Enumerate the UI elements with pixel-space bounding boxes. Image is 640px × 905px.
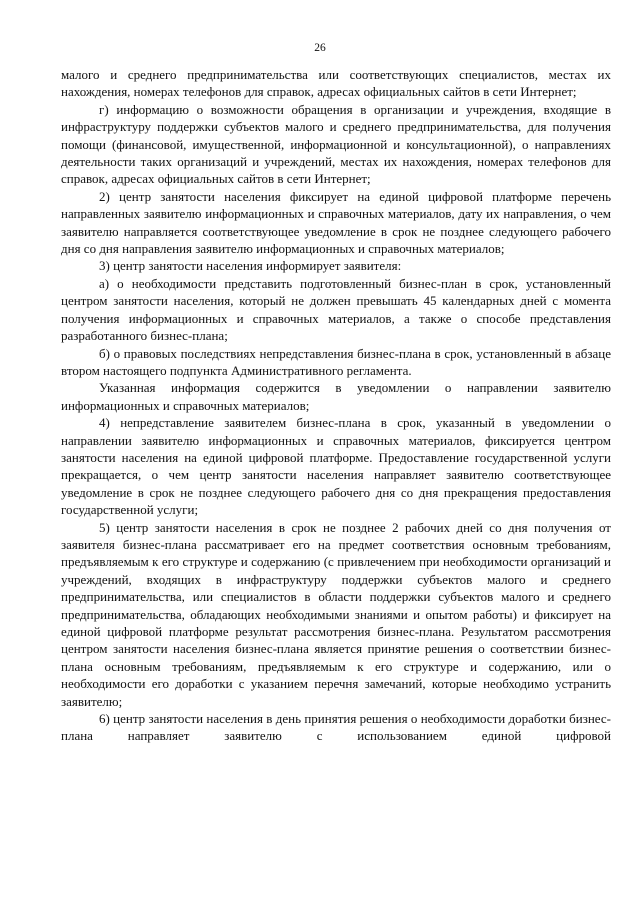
paragraph: 4) непредставление заявителем бизнес-плана в срок, указанный в уведомлении о направлении заявителю информационных и справочных материалов, фиксируется центром занятости населения на единой цифровой платформе. Предоставление государственной услуги прекращается, о чем центр занятости населения направляет заявителю соответствующее уведомление в срок не позднее следующего рабочего дня со дня прекращения предоставления государственной услуги; [61,415,611,518]
paragraph: 3) центр занятости населения информирует заявителя: [99,258,402,274]
page-number: 26 [314,42,326,54]
paragraph: 6) центр занятости населения в день принятия решения о необходимости доработки бизнес-плана направляет заявителю с использованием единой цифровой [61,711,611,744]
paragraph: а) о необходимости представить подготовленный бизнес-план в срок, установленный центром занятости населения, который не должен превышать 45 календарных дней с момента получения информационных и справочных материалов, а также о способе представления разработанного бизнес-плана; [61,275,611,344]
paragraph: Указанная информация содержится в уведомлении о направлении заявителю информационных и справочных материалов; [61,380,611,413]
paragraph: б) о правовых последствиях непредставления бизнес-плана в срок, установленный в абзаце втором настоящего подпункта Административного регламента. [61,345,611,378]
paragraph: 2) центр занятости населения фиксирует на единой цифровой платформе перечень направленных заявителю информационных и справочных материалов, дату их направления, о чем заявителю направляется соответствующее уведомление в срок не позднее следующего рабочего дня со дня направления заявителю информационных и справочных материалов; [61,188,611,257]
paragraph: г) информацию о возможности обращения в организации и учреждения, входящие в инфраструктуру поддержки субъектов малого и среднего предпринимательства, для получения помощи (финансовой, имущественной, информационной и консультационной), о направлениях деятельности таких организаций и учреждений, местах их нахождения, номерах телефонов для справок, адресах официальных сайтов в сети Интернет; [61,101,611,187]
document-body [61,66,611,745]
paragraph: малого и среднего предпринимательства или соответствующих специалистов, местах их нахождения, номерах телефонов для справок, адресах официальных сайтов в сети Интернет; [61,67,611,100]
paragraph: 5) центр занятости населения в срок не позднее 2 рабочих дней со дня получения от заявителя бизнес-плана рассматривает его на предмет соответствия основным требованиям, предъявляемым к его структуре и содержанию (с привлечением при необходимости организаций и учреждений, входящих в инфраструктуру поддержки субъектов малого и среднего предпринимательства, или специалистов в области поддержки субъектов малого и среднего предпринимательства, обладающих необходимыми знаниями и опытом работы) и фиксирует на единой цифровой платформе результат рассмотрения бизнес-плана. Результатом рассмотрения центром занятости населения бизнес-плана является принятие решения о соответствии бизнес-плана основным требованиям, предъявляемым к его структуре и содержанию, или о необходимости его доработки с указанием перечня замечаний, которые необходимо устранить заявителю; [61,519,611,709]
